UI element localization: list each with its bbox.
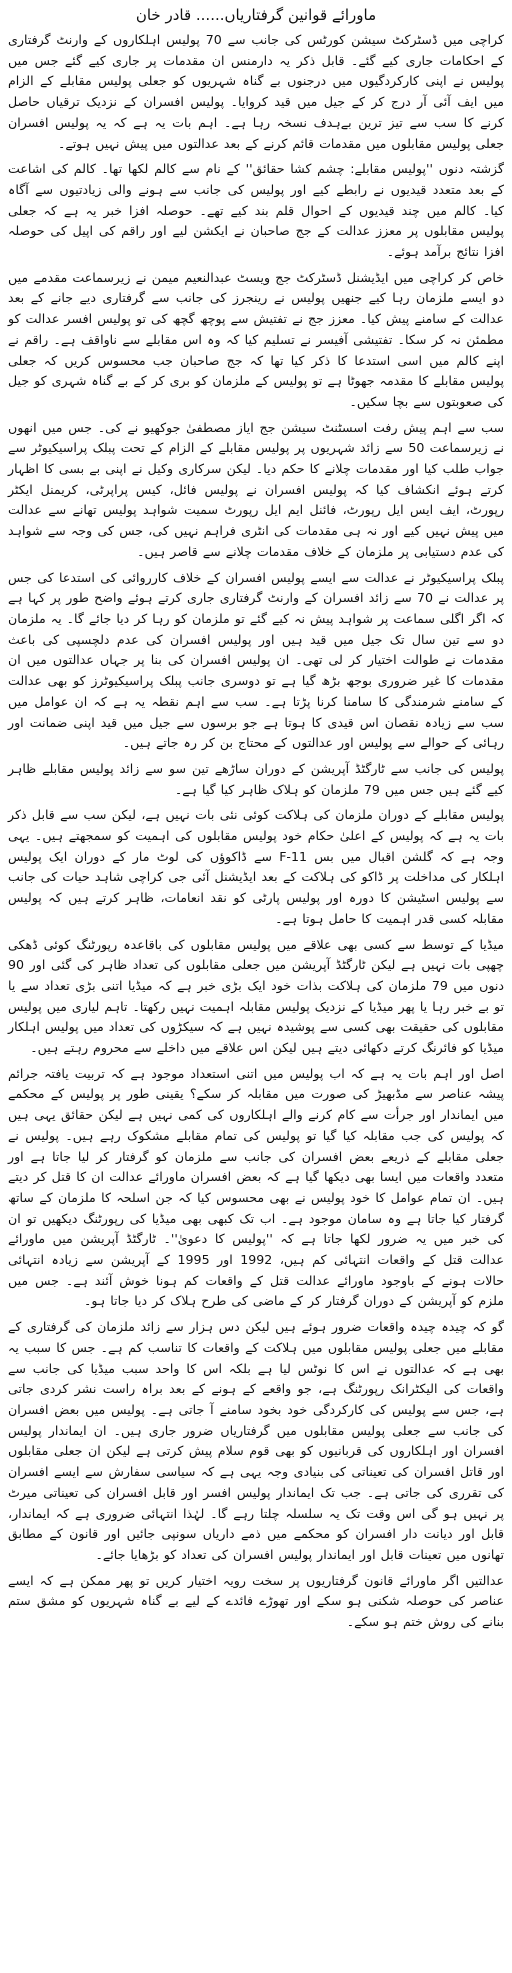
article-paragraph: پولیس کی جانب سے ٹارگٹڈ آپریشن کے دوران ساڑھے تین سو سے زائد پولیس مقابلے ظاہر کیے گئے ہیں جس میں 79 ملزمان کو ہلاک ظاہر کیا گیا ہے۔ — [8, 760, 504, 797]
article-paragraph: پبلک پراسیکیوٹر نے عدالت سے ایسے پولیس افسران کے خلاف کارروائی کی استدعا کی جس پر عدالت نے 70 سے زائد افسران کے وارنٹ گرفتاری جاری کرتے ہوئے واضح طور پر کہا ہے کہ اگر اگلی سماعت پر شواہد پیش نہ کیے گئے تو ملزمان کو رہا کر دیا جائے گا۔ یہ ملزمان دو سے تین سال تک جیل میں قید ہیں اور پولیس افسران کی عدم دلچسپی کی باعث مقدمات نے طوالت اختیار کر لی تھی۔ ان پولیس افسران کی بنا پر جہاں عدالتوں میں ان مقدمات کا غیر ضروری بوجھ بڑھ گیا ہے تو دوسری جانب پبلک پراسیکیوٹرز کو بھی عدالت کے سامنے شرمندگی کا سامنا کرنا پڑتا ہے۔ سب سے اہم نقطہ یہ ہے کہ ان عوامل میں سب سے زیادہ نقصان اس قیدی کا ہوتا ہے جو برسوں سے جیل میں قید اپنی ضمانت اور رہائی کے حوالے سے پولیس اور عدالتوں کے محتاج بن کر رہ جاتے ہیں۔ — [8, 569, 504, 751]
article-paragraph: اصل اور اہم بات یہ ہے کہ اب پولیس میں اتنی استعداد موجود ہے کہ تربیت یافتہ جرائم پیشہ عناصر سے مڈبھیڑ کی صورت میں مقابلہ کر سکے؟ یقینی طور پر پولیس کے محکمے میں ایماندار اور جرأت سے کام کرنے والے اہلکاروں کی کمی نہیں ہے لیکن حقائق یہی ہیں کہ پولیس کی جب مقابلہ کیا گیا تو پولیس کی تمام مقابلے مشکوک رہے ہیں۔ پولیس نے جعلی مقابلے کے ذریعے بعض افسران کی جانب سے ملزمان کو گرفتار کر لیا جاتا ہے اور متعدد واقعات میں ایسا بھی دیکھا گیا ہے کہ بعض افسران ماورائے عدالت ان کا قتل کر دیتے ہیں۔ ان تمام عوامل کا خود پولیس نے بھی محسوس کیا کہ جن اسلحہ کا ملزمان کے ساتھ گرفتار کیا جاتا ہے وہ سامان موجود ہے۔ اب تک کبھی بھی میڈیا کی رپورٹنگ دیکھیں تو ان کی خبر میں یہ ضرور لکھا جاتا ہے کہ ''پولیس کا دعویٰ''۔ ٹارگٹڈ آپریشن میں ماورائے عدالت قتل کے واقعات انتہائی کم ہیں، 1992 اور 1995 کے آپریشن سے زیادہ انتہائی حالات ہونے کے باوجود ماورائے عدالت قتل کے واقعات کم ہونا خوش آئند ہے۔ جس میں ملزم کو آپریشن کے دوران گرفتار کر کے ماضی کی طرح ہلاک کر دیا جاتا ہو۔ — [8, 1065, 504, 1309]
article-paragraph: خاص کر کراچی میں ایڈیشنل ڈسٹرکٹ جج ویسٹ عبدالنعیم میمن نے زیرسماعت مقدمے میں دو ایسے ملزمان رہا کیے جنھیں پولیس نے رینجرز کی جانب سے گرفتاری دیے جانے کے بعد عدالت کے سامنے پیش کیا۔ معزز جج نے تفتیش سے پوچھ گچھ کی تو پولیس افسر عدالت کو مطمئن نہ کر سکا۔ تفتیشی آفیسر نے تسلیم کیا کہ وہ اس مقابلے سے ناواقف ہے۔ راقم نے اپنے کالم میں اسی استدعا کا ذکر کیا تھا کہ جج صاحبان جب محسوس کریں کہ جعلی پولیس مقابلے کا مقدمہ جھوٹا ہے تو پولیس کے ملزمان کو بری کر کے بے گناہ شہری کو جیل کی صعوبتوں سے بچا سکیں۔ — [8, 269, 504, 409]
article-paragraph: سب سے اہم پیش رفت اسسٹنٹ سیشن جج ایاز مصطفیٰ جوکھیو نے کی۔ جس میں انھوں نے زیرسماعت 50 سے زائد شہریوں پر پولیس مقابلے کے الزام کے تحت پبلک پراسیکیوٹر سے جواب طلب کیا اور مقدمات چلانے کا حکم دیا۔ لیکن سرکاری وکیل نے اپنی بے بسی کا اظہار کرتے ہوئے انکشاف کیا کہ پولیس افسران نے پولیس فائل، کیس پراپرٹی، کریمنل ایکٹر رپورٹ، ایف ایس ایل رپورٹ، فائنل ایم ایل رپورٹ سمیت شواہد پولیس تھانے سے عدالت میں پیش نہیں کیے اور نہ ہی مقدمات کی انٹری فراہم نہیں کی، جس کی وجہ سے شواہد کی عدم دستیابی پر ملزمان کے خلاف مقدمات چلانے سے قاصر ہیں۔ — [8, 419, 504, 559]
article-paragraph: کراچی میں ڈسٹرکٹ سیشن کورٹس کی جانب سے 70 پولیس اہلکاروں کے وارنٹ گرفتاری کے احکامات جاری کیے گئے۔ قابل ذکر یہ دارمنس ان مقدمات پر جاری کیے گئے جس میں پولیس نے اپنی کارکردگیوں میں درجنوں بے گناہ شہریوں کو جعلی پولیس مقابلے کے الزام میں ایف آئی آر درج کر کے جیل میں قید کروایا۔ پولیس افسران کے نزدیک ترقیاں حاصل کرنے کا سب سے تیز ترین بےہدف نسخہ رہا ہے۔ اہم بات یہ ہے کہ یہ پولیس افسران جعلی پولیس مقابلوں میں مقدمات قائم کرنے کے بعد عدالتوں میں پیش نہیں ہوتے۔ — [8, 32, 505, 151]
article-paragraph: گزشتہ دنوں ''پولیس مقابلے: چشم کشا حقائق'' کے نام سے کالم لکھا تھا۔ کالم کی اشاعت کے بعد متعدد قیدیوں نے رابطے کیے اور پولیس کی جانب سے ہونے والی زیادتیوں سے آگاہ کیا۔ کالم میں چند قیدیوں کے احوال قلم بند کیے تھے۔ حوصلہ افزا خبر یہ ہے کہ جعلی پولیس مقابلوں پر معزز عدالت کے جج صاحبان نے ایکشن لیے اور راقم کی اپیل کی حوصلہ افزا نتائج برآمد ہوئے۔ — [8, 161, 504, 260]
article-paragraph: عدالتیں اگر ماورائے قانون گرفتاریوں پر سخت رویہ اختیار کریں تو پھر ممکن ہے کہ ایسے عناصر کی حوصلہ شکنی ہو سکے اور تھوڑے فائدے کے لیے بے گناہ شہریوں کو مشق ستم بنانے کی روش ختم ہو سکے۔ — [8, 1572, 504, 1630]
article-title: ماورائے قوانین گرفتاریاں...... قادر خان — [135, 6, 377, 24]
article-paragraph: پولیس مقابلے کے دوران ملزمان کی ہلاکت کوئی نئی بات نہیں ہے، لیکن سب سے قابل ذکر بات یہ ہے کہ پولیس کے اعلیٰ حکام خود پولیس مقابلوں کی اہمیت کو سمجھتے ہیں۔ یہی وجہ ہے کہ گلشن اقبال میں بس F-11 سے ڈاکوؤں کی لوٹ مار کے دوران ایک پولیس اہلکار کی مداخلت پر ڈاکو کی ہلاکت کے بعد ایڈیشنل آئی جی کراچی شاہد حیات کی جانب سے پولیس اسٹیشن کا دورہ اور پولیس پارٹی کو نقد انعامات، ظاہر کرتے ہیں کہ پولیس مقابلہ کسی قدر اہمیت کا حامل ہوتا ہے۔ — [8, 807, 504, 926]
article-paragraph: میڈیا کے توسط سے کسی بھی علاقے میں پولیس مقابلوں کی باقاعدہ رپورٹنگ کوئی ڈھکی چھپی بات نہیں ہے لیکن ٹارگٹڈ آپریشن میں جعلی مقابلوں کی تعداد ظاہر کی گئی اور 90 دنوں میں 79 ملزمان کی ہلاکت بذات خود ایک بڑی خبر ہے کہ میڈیا اتنی بڑی تعداد سے یا تو بے خبر رہا یا پھر میڈیا کے نزدیک پولیس مقابلہ اہمیت نہیں رکھتا۔ تاہم لیاری میں پولیس مقابلوں کی حقیقت بھی کسی سے پوشیدہ نہیں ہے کہ سیکڑوں کی تعداد میں پولیس اہلکار میڈیا کو فائرنگ کرتے دکھائی دیتے ہیں لیکن اس علاقے میں داخلے سے محروم رہتے ہیں۔ — [8, 936, 504, 1056]
article-paragraph: گو کہ چیدہ چیدہ واقعات ضرور ہوئے ہیں لیکن دس ہزار سے زائد ملزمان کی گرفتاری کے مقابلے میں جعلی پولیس مقابلوں میں ہلاکت کے واقعات کا تناسب کم ہے۔ جس کا سبب یہ بھی ہے کہ عدالتوں نے اس کا نوٹس لیا ہے بلکہ اس کا واحد سبب میڈیا کی جانب سے واقعات کی الیکٹرانک رپورٹنگ ہے، جو واقعے کے ہونے کے بعد براہ راست نشر کردی جاتی ہے، جس سے پولیس کی کارکردگی خود بخود سامنے آ جاتی ہے۔ پولیس میں بعض افسران کی جانب سے جعلی پولیس مقابلوں میں گرفتاریاں ضرور جاری ہیں۔ ان ایماندار پولیس افسران اور اہلکاروں کی قربانیوں کو بھی قوم سلام پیش کرتی ہے لیکن ان جعلی مقابلوں اور قاتل افسران کی تعیناتی کی بنیادی وجہ یہی ہے کہ سیاسی سفارش سے ایسے افسران کی تقرری کی جاتی ہے۔ جب تک ایماندار پولیس افسر اور قابل افسران کی تعیناتی میرٹ پر نہیں ہو گی اس وقت تک یہ سلسلہ چلتا رہے گا۔ لہٰذا انتہائی ضروری ہے کہ ایماندار، قابل اور دیانت دار افسران کو محکمے میں ذمے داریاں سونپی جائیں اور قانون کے مطابق تھانوں میں تعینات قابل اور ایماندار پولیس افسران کی تعداد کو بڑھایا جائے۔ — [8, 1319, 504, 1562]
